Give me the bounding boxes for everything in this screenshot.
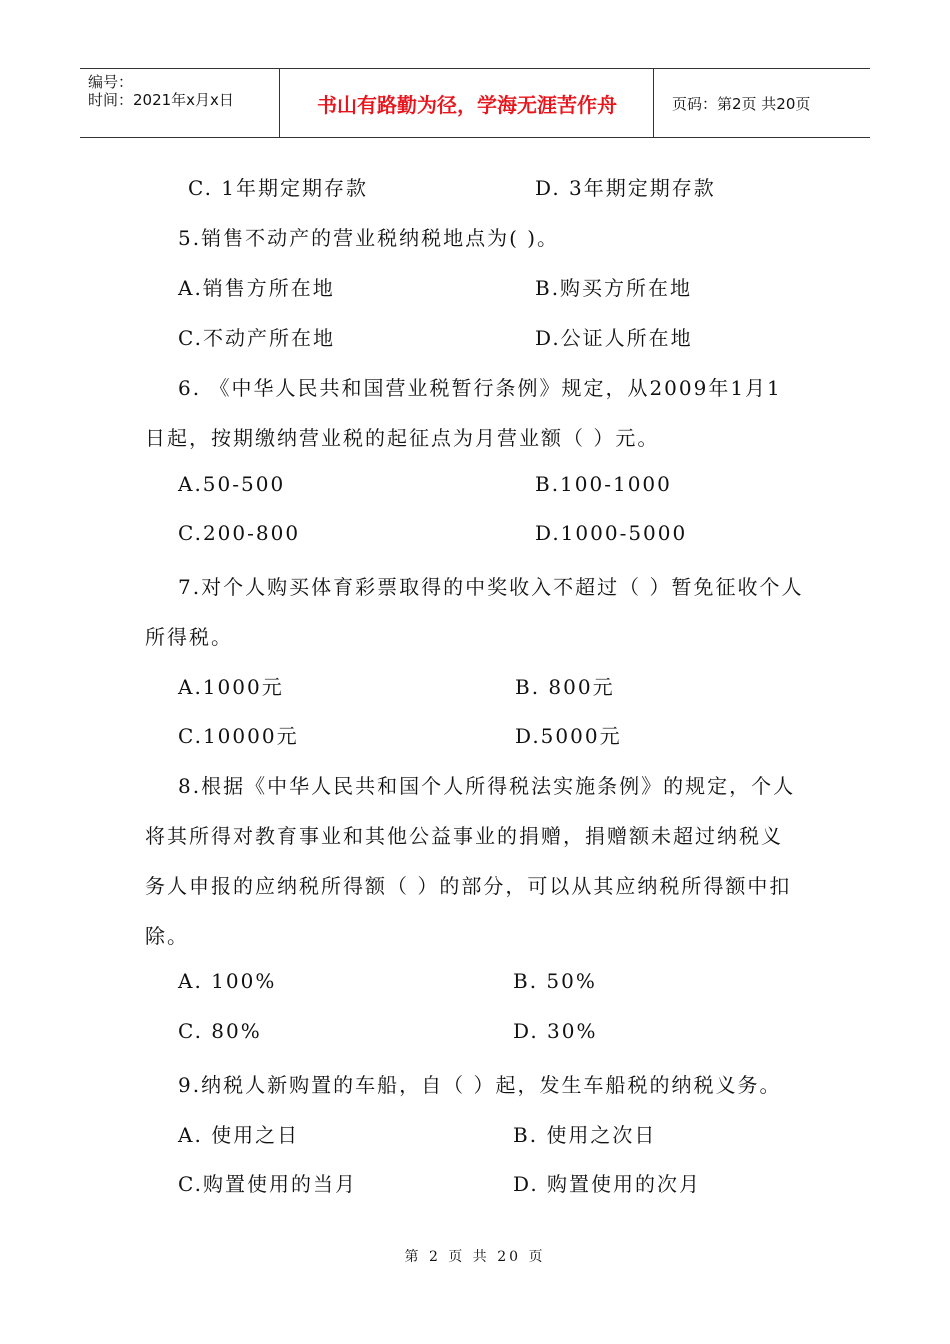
q5-option-b: B.购买方所在地 xyxy=(535,276,693,300)
page-footer: 第 2 页 共 20 页 xyxy=(404,1249,546,1265)
q9-option-b: B. 使用之次日 xyxy=(513,1123,657,1147)
option-d-prev: D. 3年期定期存款 xyxy=(535,176,716,200)
q7-option-b: B. 800元 xyxy=(515,675,615,699)
q6-option-d: D.1000-5000 xyxy=(535,521,688,545)
q6-option-c: C.200-800 xyxy=(178,521,301,545)
header-motto: 书山有路勤为径，学海无涯苦作舟 xyxy=(281,69,654,137)
q9-option-a: A. 使用之日 xyxy=(178,1123,300,1147)
q9-option-c: C.购置使用的当月 xyxy=(178,1172,357,1196)
q7-option-d: D.5000元 xyxy=(515,724,622,748)
page-header xyxy=(80,68,870,138)
number-label: 编号： xyxy=(88,73,134,91)
q6-option-b: B.100-1000 xyxy=(535,472,672,496)
q5-option-d: D.公证人所在地 xyxy=(535,326,693,350)
q9-option-d: D. 购置使用的次月 xyxy=(513,1172,702,1196)
q5-option-c: C.不动产所在地 xyxy=(178,326,335,350)
question-8-line3: 务人申报的应纳税所得额（ ）的部分，可以从其应纳税所得额中扣 xyxy=(145,874,792,898)
question-8-line2: 将其所得对教育事业和其他公益事业的捐赠，捐赠额未超过纳税义 xyxy=(145,824,783,848)
question-8-line1: 8.根据《中华人民共和国个人所得税法实施条例》的规定，个人 xyxy=(178,774,796,798)
option-c-prev: C. 1年期定期存款 xyxy=(188,176,369,200)
question-7-line1: 7.对个人购买体育彩票取得的中奖收入不超过（ ）暂免征收个人 xyxy=(178,575,804,599)
header-meta xyxy=(80,69,280,137)
question-8-line4: 除。 xyxy=(145,924,189,948)
question-5: 5.销售不动产的营业税纳税地点为( )。 xyxy=(178,226,560,250)
q8-option-d: D. 30% xyxy=(513,1019,598,1043)
question-9: 9.纳税人新购置的车船，自（ ）起，发生车船税的纳税义务。 xyxy=(178,1073,782,1097)
q7-option-a: A.1000元 xyxy=(178,675,284,699)
q7-option-c: C.10000元 xyxy=(178,724,299,748)
q8-option-c: C. 80% xyxy=(178,1019,262,1043)
question-7-line2: 所得税。 xyxy=(145,625,233,649)
question-6-line2: 日起，按期缴纳营业税的起征点为月营业额（ ）元。 xyxy=(145,426,660,450)
q5-option-a: A.销售方所在地 xyxy=(178,276,335,300)
q8-option-a: A. 100% xyxy=(178,969,277,993)
page-info-text: 页码：第2页 共20页 xyxy=(672,94,811,113)
time-label: 时间：2021年x月x日 xyxy=(88,91,234,109)
q8-option-b: B. 50% xyxy=(513,969,597,993)
q6-option-a: A.50-500 xyxy=(178,472,286,496)
question-6-line1: 6. 《中华人民共和国营业税暂行条例》规定，从2009年1月1 xyxy=(178,376,782,400)
header-page-info xyxy=(664,69,870,137)
